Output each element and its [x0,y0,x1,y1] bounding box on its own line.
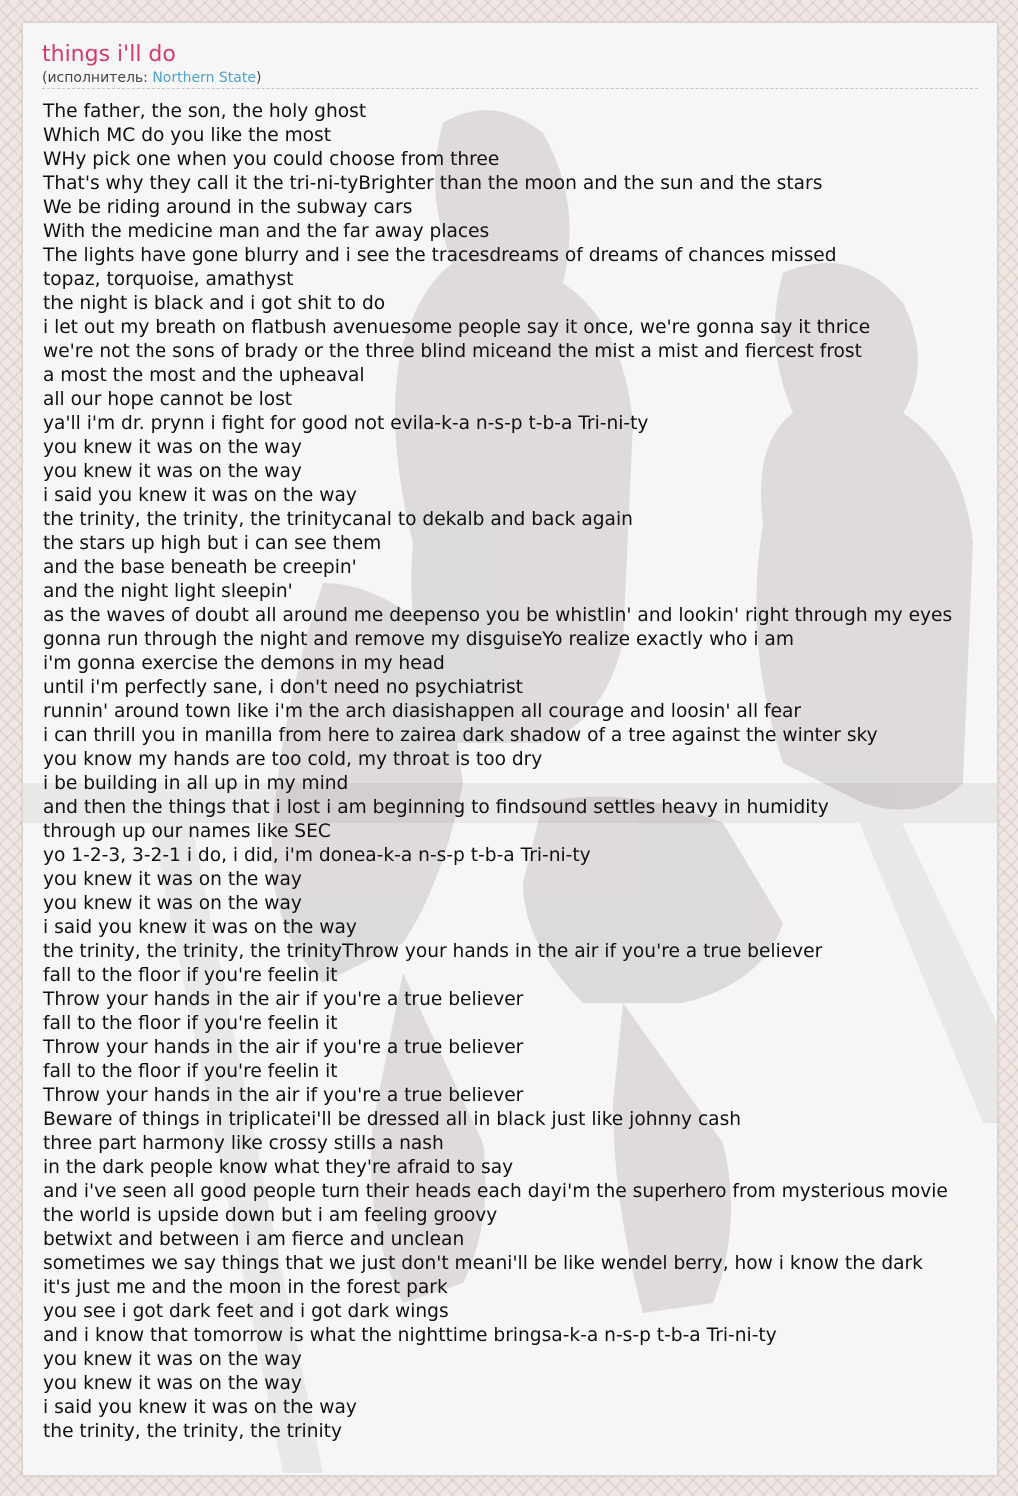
lyric-line: three part harmony like crossy stills a nash [43,1133,444,1154]
lyric-line: a most the most and the upheaval [43,365,365,386]
lyric-line: through up our names like SEC [43,821,331,842]
lyric-line: the stars up high but i can see them [43,533,382,554]
lyric-line: you see i got dark feet and i got dark wings [43,1301,449,1322]
lyric-line: i said you knew it was on the way [43,917,357,938]
lyric-line: Throw your hands in the air if you're a true believer [43,989,524,1010]
song-header [42,41,978,89]
lyric-line: it's just me and the moon in the forest park [43,1277,448,1298]
lyric-line: i be building in all up in my mind [43,773,349,794]
lyric-line: i'm gonna exercise the demons in my head [43,653,445,674]
lyric-line: the trinity, the trinity, the trinitycanal to dekalb and back again [43,509,633,530]
lyric-line: the trinity, the trinity, the trinityThrow your hands in the air if you're a true believer [43,941,823,962]
lyric-line: you knew it was on the way [43,869,302,890]
lyric-line: as the waves of doubt all around me deepenso you be whistlin' and lookin' right through my eyes [43,605,953,626]
lyric-line: fall to the floor if you're feelin it [43,1061,338,1082]
lyric-line: ya'll i'm dr. prynn i fight for good not evila-k-a n-s-p t-b-a Tri-ni-ty [43,413,649,434]
lyric-line: and i've seen all good people turn their heads each dayi'm the superhero from mysterious movie [43,1181,948,1202]
lyric-line: the night is black and i got shit to do [43,293,386,314]
lyric-line: and the night light sleepin' [43,581,293,602]
lyrics-text [43,100,998,1444]
lyric-line: and the base beneath be creepin' [43,557,357,578]
lyric-line: you knew it was on the way [43,461,302,482]
lyrics-card [22,22,998,1476]
lyric-line: i said you knew it was on the way [43,1397,357,1418]
lyric-line: fall to the floor if you're feelin it [43,1013,338,1034]
lyric-line: gonna run through the night and remove my disguiseYo realize exactly who i am [43,629,794,650]
lyric-line: the trinity, the trinity, the trinity [43,1421,342,1442]
artist-suffix: ) [255,70,262,86]
lyric-line: betwixt and between i am fierce and unclean [43,1229,465,1250]
lyric-line: i said you knew it was on the way [43,485,357,506]
lyric-line: WHy pick one when you could choose from three [43,149,500,170]
lyric-line: you knew it was on the way [43,1373,302,1394]
lyric-line: The father, the son, the holy ghost [43,101,367,122]
lyric-line: Beware of things in triplicatei'll be dressed all in black just like johnny cash [43,1109,742,1130]
lyric-line: yo 1-2-3, 3-2-1 i do, i did, i'm donea-k-a n-s-p t-b-a Tri-ni-ty [43,845,591,866]
lyric-line: i let out my breath on flatbush avenuesome people say it once, we're gonna say it thrice [43,317,871,338]
lyric-line: the world is upside down but i am feeling groovy [43,1205,498,1226]
lyric-line: That's why they call it the tri-ni-tyBrighter than the moon and the sun and the stars [43,173,823,194]
lyric-line: and i know that tomorrow is what the nighttime bringsa-k-a n-s-p t-b-a Tri-ni-ty [43,1325,777,1346]
lyric-line: runnin' around town like i'm the arch diasishappen all courage and loosin' all fear [43,701,802,722]
song-title: things i'll do [42,42,176,67]
lyric-line: topaz, torquoise, amathyst [43,269,294,290]
lyric-line: With the medicine man and the far away places [43,221,490,242]
lyric-line: all our hope cannot be lost [43,389,293,410]
lyric-line: sometimes we say things that we just don't meani'll be like wendel berry, how i know the dark [43,1253,923,1274]
artist-line [42,69,978,87]
lyric-line: The lights have gone blurry and i see the tracesdreams of dreams of chances missed [43,245,837,266]
lyric-line: fall to the floor if you're feelin it [43,965,338,986]
lyric-line: we're not the sons of brady or the three blind miceand the mist a mist and fiercest frost [43,341,862,362]
lyric-line: Throw your hands in the air if you're a true believer [43,1085,524,1106]
lyric-line: until i'm perfectly sane, i don't need no psychiatrist [43,677,523,698]
lyric-line: and then the things that i lost i am beginning to findsound settles heavy in humidity [43,797,829,818]
lyric-line: We be riding around in the subway cars [43,197,413,218]
artist-link[interactable]: Northern State [152,70,256,86]
lyric-line: i can thrill you in manilla from here to zairea dark shadow of a tree against the winter sky [43,725,878,746]
lyric-line: Throw your hands in the air if you're a true believer [43,1037,524,1058]
artist-prefix: (исполнитель: [42,70,153,86]
lyric-line: you knew it was on the way [43,437,302,458]
lyric-line: in the dark people know what they're afraid to say [43,1157,514,1178]
lyric-line: you knew it was on the way [43,1349,302,1370]
lyric-line: Which MC do you like the most [43,125,332,146]
lyric-line: you know my hands are too cold, my throat is too dry [43,749,543,770]
lyric-line: you knew it was on the way [43,893,302,914]
